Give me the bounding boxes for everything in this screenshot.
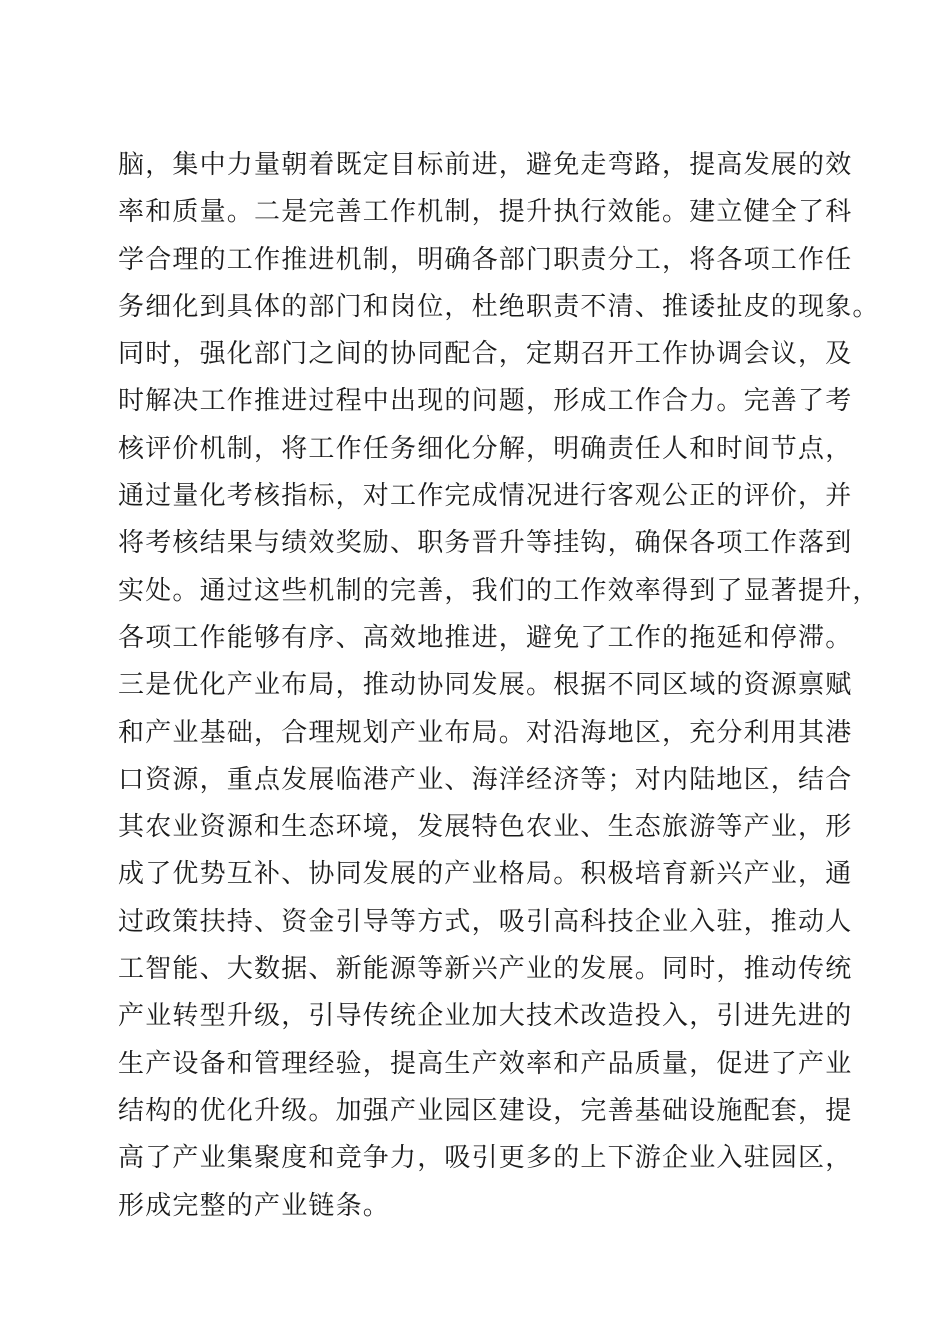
text-line: 成了优势互补、协同发展的产业格局。积极培育新兴产业，通 <box>118 859 853 890</box>
text-line: 实处。通过这些机制的完善，我们的工作效率得到了显著提升， <box>118 575 880 606</box>
text-line: 过政策扶持、资金引导等方式，吸引高科技企业入驻，推动人 <box>118 906 853 937</box>
text-line: 时解决工作推进过程中出现的问题，形成工作合力。完善了考 <box>118 386 853 417</box>
text-line: 口资源，重点发展临港产业、海洋经济等；对内陆地区，结合 <box>118 764 853 795</box>
text-line: 和产业基础，合理规划产业布局。对沿海地区，充分利用其港 <box>118 717 853 748</box>
text-line: 结构的优化升级。加强产业园区建设，完善基础设施配套，提 <box>118 1095 853 1126</box>
text-line: 同时，强化部门之间的协同配合，定期召开工作协调会议，及 <box>118 339 853 370</box>
text-line: 产业转型升级，引导传统企业加大技术改造投入，引进先进的 <box>118 1001 853 1032</box>
text-line: 工智能、大数据、新能源等新兴产业的发展。同时，推动传统 <box>118 954 853 985</box>
text-line: 三是优化产业布局，推动协同发展。根据不同区域的资源禀赋 <box>118 670 853 701</box>
body-text <box>118 142 880 1230</box>
text-line: 务细化到具体的部门和岗位，杜绝职责不清、推诿扯皮的现象。 <box>118 291 880 322</box>
text-line: 率和质量。二是完善工作机制，提升执行效能。建立健全了科 <box>118 197 853 228</box>
text-line: 核评价机制，将工作任务细化分解，明确责任人和时间节点， <box>118 433 853 464</box>
text-line: 学合理的工作推进机制，明确各部门职责分工，将各项工作任 <box>118 244 853 275</box>
text-line: 其农业资源和生态环境，发展特色农业、生态旅游等产业，形 <box>118 812 853 843</box>
text-line: 高了产业集聚度和竞争力，吸引更多的上下游企业入驻园区， <box>118 1143 853 1174</box>
text-line: 脑，集中力量朝着既定目标前进，避免走弯路，提高发展的效 <box>118 150 853 180</box>
text-line: 各项工作能够有序、高效地推进，避免了工作的拖延和停滞。 <box>118 622 853 653</box>
text-line: 形成完整的产业链条。 <box>118 1190 391 1221</box>
text-line: 通过量化考核指标，对工作完成情况进行客观公正的评价，并 <box>118 481 853 512</box>
text-line: 生产设备和管理经验，提高生产效率和产品质量，促进了产业 <box>118 1048 853 1079</box>
text-line: 将考核结果与绩效奖励、职务晋升等挂钩，确保各项工作落到 <box>118 528 853 559</box>
